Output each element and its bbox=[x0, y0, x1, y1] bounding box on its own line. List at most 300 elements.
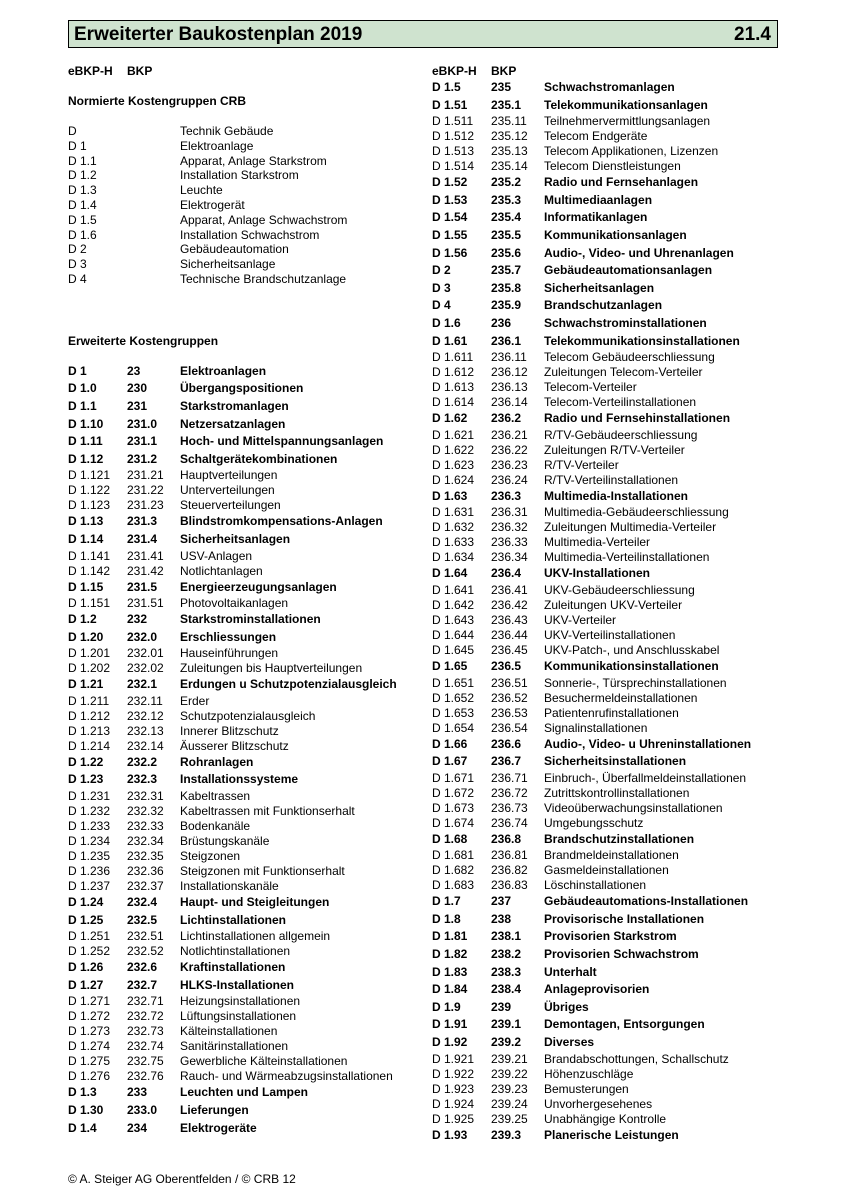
table-row bbox=[432, 174, 777, 192]
bkp-code: 231.42 bbox=[127, 563, 164, 578]
ebkp-code: D 1.21 bbox=[68, 677, 104, 692]
cost-group-label: Rohranlagen bbox=[180, 754, 254, 769]
ebkp-code: D 1.63 bbox=[432, 488, 468, 503]
bkp-code: 231.3 bbox=[127, 514, 158, 529]
table-row bbox=[68, 994, 418, 1009]
ebkp-code: D 3 bbox=[68, 257, 87, 272]
cost-group-label: Höhenzuschläge bbox=[544, 1066, 634, 1081]
table-row bbox=[432, 395, 777, 410]
table-row bbox=[68, 564, 418, 579]
bkp-code: 239.22 bbox=[491, 1066, 528, 1081]
bkp-code: 238.4 bbox=[491, 982, 522, 997]
erweiterte-list-right bbox=[432, 79, 777, 1144]
cost-group-label: Bodenkanäle bbox=[180, 819, 251, 834]
list-item bbox=[68, 183, 418, 198]
table-row bbox=[68, 929, 418, 944]
bkp-code: 232.37 bbox=[127, 879, 164, 894]
cost-group-label: Installationssysteme bbox=[180, 772, 299, 787]
ebkp-code: D 1.5 bbox=[68, 212, 97, 227]
table-row bbox=[432, 473, 777, 488]
ebkp-code: D 1.211 bbox=[68, 693, 110, 708]
bkp-code: 236.13 bbox=[491, 380, 528, 395]
ebkp-code: D 1.235 bbox=[68, 849, 111, 864]
ebkp-code: D 1.641 bbox=[432, 582, 475, 597]
cost-group-label: Umgebungsschutz bbox=[544, 815, 644, 830]
bkp-code: 236.74 bbox=[491, 815, 528, 830]
cost-group-label: Erdungen u Schutzpotenzialausgleich bbox=[180, 677, 397, 692]
ebkp-code: D 1.22 bbox=[68, 754, 104, 769]
ebkp-code: D 2 bbox=[68, 242, 87, 257]
ebkp-code: D 1.12 bbox=[68, 451, 104, 466]
cost-group-label: Gebäudeautomationsanlagen bbox=[544, 263, 713, 278]
table-row bbox=[432, 297, 777, 315]
cost-group-label: Hoch- und Mittelspannungsanlagen bbox=[180, 434, 384, 449]
bkp-code: 239.21 bbox=[491, 1051, 528, 1066]
table-row bbox=[432, 410, 777, 428]
list-item bbox=[68, 257, 418, 272]
cost-group-label: USV-Anlagen bbox=[180, 548, 253, 563]
cost-group-label: Zuleitungen Multimedia-Verteiler bbox=[544, 520, 717, 535]
ebkp-code: D 1.272 bbox=[68, 1009, 111, 1024]
bkp-code: 236.45 bbox=[491, 642, 528, 657]
cost-group-label: Starkstromanlagen bbox=[180, 398, 289, 413]
table-row bbox=[432, 192, 777, 210]
cost-group-label: Lüftungsinstallationen bbox=[180, 1009, 297, 1024]
bkp-code: 236.23 bbox=[491, 457, 528, 472]
table-row bbox=[432, 458, 777, 473]
cost-group-label: Provisorische Installationen bbox=[544, 911, 705, 926]
bkp-code: 232.73 bbox=[127, 1024, 164, 1039]
list-item bbox=[68, 139, 418, 154]
bkp-code: 232.76 bbox=[127, 1069, 164, 1084]
cost-group-label: Notlichtinstallationen bbox=[180, 944, 291, 959]
cost-group-label: Elektroanlagen bbox=[180, 363, 267, 378]
cost-group-label: Energieerzeugungsanlagen bbox=[180, 579, 337, 594]
ebkp-code: D 1.9 bbox=[432, 999, 461, 1014]
bkp-code: 232.36 bbox=[127, 864, 164, 879]
ebkp-code: D 1.56 bbox=[432, 245, 468, 260]
table-row bbox=[432, 1016, 777, 1034]
table-row bbox=[68, 549, 418, 564]
cost-group-label: UKV-Patch-, und Anschlusskabel bbox=[544, 642, 720, 657]
cost-group-label: Sicherheitsinstallationen bbox=[544, 754, 687, 769]
bkp-code: 235.1 bbox=[491, 97, 522, 112]
ebkp-code: D 1.271 bbox=[68, 994, 111, 1009]
ebkp-code: D 1.683 bbox=[432, 878, 475, 893]
cost-group-label: Photovoltaikanlagen bbox=[180, 596, 289, 611]
cost-group-label: Apparat, Anlage Schwachstrom bbox=[180, 212, 348, 227]
cost-group-label: Unterhalt bbox=[544, 964, 597, 979]
ebkp-code: D 1 bbox=[68, 138, 87, 153]
table-row bbox=[68, 579, 418, 597]
table-row bbox=[68, 789, 418, 804]
cost-group-label: Löschinstallationen bbox=[544, 878, 647, 893]
bkp-code: 235.14 bbox=[491, 159, 528, 174]
table-row bbox=[432, 488, 777, 506]
bkp-code: 232.34 bbox=[127, 834, 164, 849]
table-row bbox=[432, 786, 777, 801]
table-row bbox=[432, 928, 777, 946]
ebkp-code: D 1.201 bbox=[68, 646, 111, 661]
ebkp-code: D 1.511 bbox=[432, 114, 474, 129]
ebkp-code: D 1.275 bbox=[68, 1054, 111, 1069]
ebkp-code: D 1.642 bbox=[432, 597, 475, 612]
table-row bbox=[432, 79, 777, 97]
cost-group-label: Zuleitungen UKV-Verteiler bbox=[544, 597, 683, 612]
ebkp-code: D 1.214 bbox=[68, 738, 111, 753]
ebkp-code: D 1.237 bbox=[68, 879, 111, 894]
table-row bbox=[68, 1024, 418, 1039]
bkp-code: 236.82 bbox=[491, 863, 528, 878]
bkp-code: 232 bbox=[127, 612, 148, 627]
table-row bbox=[68, 498, 418, 513]
table-row bbox=[432, 999, 777, 1017]
ebkp-code: D 1.681 bbox=[432, 848, 475, 863]
bkp-code: 232.02 bbox=[127, 661, 164, 676]
cost-group-label: Brandabschottungen, Schallschutz bbox=[544, 1051, 729, 1066]
cost-group-label: Multimediaanlagen bbox=[544, 192, 653, 207]
cost-group-label: Teilnehmervermittlungsanlagen bbox=[544, 114, 711, 129]
cost-group-label: Installationskanäle bbox=[180, 879, 279, 894]
table-row bbox=[432, 380, 777, 395]
ebkp-code: D 1.231 bbox=[68, 789, 111, 804]
table-row bbox=[68, 834, 418, 849]
bkp-code: 236.81 bbox=[491, 848, 528, 863]
ebkp-code: D 1.55 bbox=[432, 227, 468, 242]
ebkp-code: D 1.64 bbox=[432, 566, 468, 581]
table-row bbox=[68, 771, 418, 789]
cost-group-label: Gewerbliche Kälteinstallationen bbox=[180, 1054, 348, 1069]
bkp-code: 239 bbox=[491, 999, 512, 1014]
bkp-header: BKP bbox=[127, 64, 153, 78]
table-row bbox=[432, 946, 777, 964]
bkp-code: 235.7 bbox=[491, 263, 522, 278]
table-row bbox=[68, 1039, 418, 1054]
ebkp-code: D 1.512 bbox=[432, 129, 475, 144]
bkp-code: 239.2 bbox=[491, 1035, 522, 1050]
ebkp-code: D 1.66 bbox=[432, 736, 468, 751]
ebkp-code: D 1.643 bbox=[432, 612, 475, 627]
list-item bbox=[68, 213, 418, 228]
cost-group-label: Netzersatzanlagen bbox=[180, 416, 286, 431]
cost-group-label: Elektroanlage bbox=[180, 138, 254, 153]
bkp-code: 239.1 bbox=[491, 1017, 522, 1032]
table-row bbox=[68, 483, 418, 498]
ebkp-code: D 1.624 bbox=[432, 472, 475, 487]
bkp-code: 232.01 bbox=[127, 646, 164, 661]
bkp-code: 232.0 bbox=[127, 629, 158, 644]
bkp-code: 231.5 bbox=[127, 579, 158, 594]
ebkp-code: D 1.141 bbox=[68, 548, 111, 563]
erweiterte-list-left bbox=[68, 363, 418, 1137]
ebkp-code: D 4 bbox=[432, 298, 451, 313]
table-row bbox=[432, 129, 777, 144]
ebkp-code: D 1.1 bbox=[68, 153, 97, 168]
cost-group-label: Telecom Dienstleistungen bbox=[544, 159, 681, 174]
ebkp-code: D 1.8 bbox=[432, 911, 461, 926]
bkp-code: 236.52 bbox=[491, 690, 528, 705]
bkp-code: 232.3 bbox=[127, 772, 158, 787]
table-row bbox=[68, 739, 418, 754]
table-row bbox=[68, 1054, 418, 1069]
cost-group-label: Lichtinstallationen bbox=[180, 912, 287, 927]
ebkp-code: D 1.61 bbox=[432, 333, 468, 348]
table-row bbox=[432, 613, 777, 628]
table-row bbox=[432, 771, 777, 786]
cost-group-label: Telecom Endgeräte bbox=[544, 129, 648, 144]
cost-group-label: Telekommunikationsinstallationen bbox=[544, 333, 740, 348]
cost-group-label: Unterverteilungen bbox=[180, 483, 275, 498]
ebkp-code: D 1.671 bbox=[432, 770, 475, 785]
ebkp-code: D 1.123 bbox=[68, 498, 111, 513]
table-row bbox=[68, 1120, 418, 1138]
table-row bbox=[432, 676, 777, 691]
ebkp-code: D 1.30 bbox=[68, 1103, 104, 1118]
ebkp-code: D 1.20 bbox=[68, 629, 104, 644]
ebkp-code: D 1.212 bbox=[68, 708, 111, 723]
list-item bbox=[68, 168, 418, 183]
ebkp-code: D 1.631 bbox=[432, 505, 475, 520]
table-row bbox=[432, 878, 777, 893]
ebkp-code: D 1.623 bbox=[432, 457, 475, 472]
ebkp-code: D 1.2 bbox=[68, 168, 97, 183]
cost-group-label: Elektrogerät bbox=[180, 197, 245, 212]
ebkp-code: D 1.924 bbox=[432, 1096, 475, 1111]
table-row bbox=[432, 333, 777, 351]
table-row bbox=[68, 676, 418, 694]
bkp-code: 236 bbox=[491, 315, 512, 330]
cost-group-label: Telecom Gebäudeerschliessung bbox=[544, 350, 715, 365]
cost-group-label: Besuchermeldeinstallationen bbox=[544, 690, 698, 705]
ebkp-code: D 1.251 bbox=[68, 929, 111, 944]
cost-group-label: UKV-Verteiler bbox=[544, 612, 617, 627]
bkp-code: 23 bbox=[127, 363, 141, 378]
bkp-code: 235.2 bbox=[491, 175, 522, 190]
bkp-code: 236.51 bbox=[491, 675, 528, 690]
ebkp-code: D 1.3 bbox=[68, 1085, 97, 1100]
ebkp-code: D 1.13 bbox=[68, 514, 104, 529]
table-row bbox=[68, 849, 418, 864]
cost-group-label: HLKS-Installationen bbox=[180, 977, 295, 992]
ebkp-code: D 1.613 bbox=[432, 380, 475, 395]
cost-group-label: Kraftinstallationen bbox=[180, 960, 286, 975]
ebkp-code: D 1 bbox=[68, 363, 87, 378]
footer-copyright: © A. Steiger AG Oberentfelden / © CRB 12 bbox=[68, 1172, 296, 1186]
ebkp-code: D 1.6 bbox=[432, 315, 461, 330]
bkp-code: 236.6 bbox=[491, 736, 522, 751]
table-row bbox=[432, 643, 777, 658]
bkp-code: 236.53 bbox=[491, 705, 528, 720]
normierte-list bbox=[68, 124, 418, 287]
bkp-code: 235.11 bbox=[491, 114, 527, 129]
table-row bbox=[432, 428, 777, 443]
bkp-code: 235.4 bbox=[491, 210, 522, 225]
bkp-code: 232.6 bbox=[127, 960, 158, 975]
ebkp-code: D 1.93 bbox=[432, 1127, 468, 1142]
cost-group-label: Hauseinführungen bbox=[180, 646, 279, 661]
ebkp-code: D 1.7 bbox=[432, 894, 461, 909]
table-row bbox=[432, 691, 777, 706]
ebkp-code: D 1.68 bbox=[432, 831, 468, 846]
table-row bbox=[432, 981, 777, 999]
table-row bbox=[68, 1102, 418, 1120]
normierte-heading: Normierte Kostengruppen CRB bbox=[68, 94, 247, 108]
ebkp-code: D 1.23 bbox=[68, 772, 104, 787]
cost-group-label: Videoüberwachungsinstallationen bbox=[544, 800, 723, 815]
cost-group-label: Multimedia-Verteiler bbox=[544, 535, 651, 550]
ebkp-code: D 1.514 bbox=[432, 159, 475, 174]
table-row bbox=[432, 911, 777, 929]
ebkp-code: D 1.632 bbox=[432, 520, 475, 535]
table-row bbox=[432, 893, 777, 911]
ebkp-code: D 1.54 bbox=[432, 210, 468, 225]
list-item bbox=[68, 124, 418, 139]
bkp-code: 236.73 bbox=[491, 800, 528, 815]
cost-group-label: Zuleitungen R/TV-Verteiler bbox=[544, 442, 685, 457]
cost-group-label: Elektrogeräte bbox=[180, 1120, 257, 1135]
bkp-code: 239.23 bbox=[491, 1081, 528, 1096]
ebkp-code: D 1.611 bbox=[432, 350, 474, 365]
cost-group-label: Zutrittskontrollinstallationen bbox=[544, 785, 690, 800]
cost-group-label: Leuchten und Lampen bbox=[180, 1085, 309, 1100]
table-row bbox=[432, 831, 777, 849]
ebkp-code: D 1.682 bbox=[432, 863, 475, 878]
table-row bbox=[68, 819, 418, 834]
cost-group-label: Erder bbox=[180, 693, 210, 708]
ebkp-code: D 1.2 bbox=[68, 612, 97, 627]
cost-group-label: Brüstungskanäle bbox=[180, 834, 270, 849]
table-row bbox=[432, 706, 777, 721]
ebkp-code: D bbox=[68, 124, 77, 138]
cost-group-label: Kommunikationsinstallationen bbox=[544, 658, 719, 673]
table-row bbox=[432, 1067, 777, 1082]
column-header bbox=[68, 64, 418, 79]
cost-group-label: UKV-Gebäudeerschliessung bbox=[544, 582, 695, 597]
ebkp-code: D 2 bbox=[432, 263, 451, 278]
table-row bbox=[432, 863, 777, 878]
bkp-code: 236.32 bbox=[491, 520, 528, 535]
ebkp-code: D 1.3 bbox=[68, 183, 97, 198]
table-row bbox=[432, 848, 777, 863]
erweiterte-heading: Erweiterte Kostengruppen bbox=[68, 333, 219, 348]
ebkp-code: D 1.62 bbox=[432, 411, 468, 426]
cost-group-label: Provisorien Schwachstrom bbox=[544, 947, 699, 962]
bkp-code: 236.72 bbox=[491, 785, 528, 800]
bkp-code: 233 bbox=[127, 1085, 148, 1100]
table-row bbox=[68, 629, 418, 647]
ebkp-code: D 1.83 bbox=[432, 964, 468, 979]
table-row bbox=[68, 611, 418, 629]
bkp-code: 232.32 bbox=[127, 804, 164, 819]
cost-group-label: Installation Schwachstrom bbox=[180, 227, 320, 242]
ebkp-code: D 1.233 bbox=[68, 819, 111, 834]
bkp-code: 232.13 bbox=[127, 723, 164, 738]
cost-group-label: Starkstrominstallationen bbox=[180, 612, 321, 627]
bkp-code: 232.33 bbox=[127, 819, 164, 834]
table-row bbox=[68, 864, 418, 879]
table-row bbox=[432, 598, 777, 613]
cost-group-label: Gasmeldeinstallationen bbox=[544, 863, 669, 878]
ebkp-code: D 1.27 bbox=[68, 977, 104, 992]
table-row bbox=[432, 227, 777, 245]
ebkp-code: D 1.11 bbox=[68, 434, 103, 449]
ebkp-code: D 1.5 bbox=[432, 80, 461, 94]
cost-group-label: Steigzonen mit Funktionserhalt bbox=[180, 864, 345, 879]
bkp-code: 236.4 bbox=[491, 566, 522, 581]
bkp-code: 234 bbox=[127, 1120, 148, 1135]
table-row bbox=[432, 159, 777, 174]
bkp-code: 231.4 bbox=[127, 531, 158, 546]
ebkp-code: D 1.622 bbox=[432, 442, 475, 457]
table-row bbox=[432, 801, 777, 816]
table-row bbox=[432, 245, 777, 263]
bkp-code: 233.0 bbox=[127, 1103, 158, 1118]
cost-group-label: Provisorien Starkstrom bbox=[544, 929, 677, 944]
ebkp-code: D 1.273 bbox=[68, 1024, 111, 1039]
bkp-code: 236.24 bbox=[491, 472, 528, 487]
cost-group-label: Radio und Fernsehinstallationen bbox=[544, 411, 731, 426]
table-row bbox=[432, 1097, 777, 1112]
ebkp-code: D 1.612 bbox=[432, 365, 475, 380]
cost-group-label: Technische Brandschutzanlage bbox=[180, 271, 347, 286]
ebkp-code: D 1.651 bbox=[432, 675, 475, 690]
list-item bbox=[68, 198, 418, 213]
bkp-code: 231.51 bbox=[127, 596, 164, 611]
table-row bbox=[68, 709, 418, 724]
table-row bbox=[432, 280, 777, 298]
bkp-code: 236.8 bbox=[491, 831, 522, 846]
table-row bbox=[432, 721, 777, 736]
ebkp-code: D 1.202 bbox=[68, 661, 111, 676]
ebkp-code: D 1.142 bbox=[68, 563, 111, 578]
cost-group-label: Leuchte bbox=[180, 183, 223, 198]
ebkp-code: D 1.276 bbox=[68, 1069, 111, 1084]
cost-group-label: Radio und Fernsehanlagen bbox=[544, 175, 699, 190]
ebkp-code: D 1.634 bbox=[432, 550, 475, 565]
table-row bbox=[68, 661, 418, 676]
bkp-code: 236.33 bbox=[491, 535, 528, 550]
list-item bbox=[68, 272, 418, 287]
bkp-code: 236.3 bbox=[491, 488, 522, 503]
cost-group-label: Bemusterungen bbox=[544, 1081, 629, 1096]
table-row bbox=[68, 513, 418, 531]
page-number: 21.4 bbox=[734, 24, 771, 45]
table-row bbox=[68, 977, 418, 995]
cost-group-label: Rauch- und Wärmeabzugsinstallationen bbox=[180, 1069, 393, 1084]
bkp-code: 239.25 bbox=[491, 1111, 528, 1126]
bkp-code: 232.14 bbox=[127, 738, 164, 753]
bkp-code: 239.24 bbox=[491, 1096, 528, 1111]
bkp-code: 232.31 bbox=[127, 789, 164, 804]
cost-group-label: Multimedia-Installationen bbox=[544, 488, 689, 503]
cost-group-label: R/TV-Verteilinstallationen bbox=[544, 472, 679, 487]
table-row bbox=[68, 451, 418, 469]
cost-group-label: UKV-Verteilinstallationen bbox=[544, 627, 676, 642]
cost-group-label: Brandschutzanlagen bbox=[544, 298, 663, 313]
table-row bbox=[68, 724, 418, 739]
bkp-code: 236.1 bbox=[491, 333, 522, 348]
cost-group-label: Erschliessungen bbox=[180, 629, 277, 644]
ebkp-code: D 1.922 bbox=[432, 1066, 475, 1081]
cost-group-label: Multimedia-Gebäudeerschliessung bbox=[544, 505, 729, 520]
ebkp-code: D 1.621 bbox=[432, 427, 475, 442]
table-row bbox=[432, 520, 777, 535]
cost-group-label: Audio-, Video- und Uhrenanlagen bbox=[544, 245, 734, 260]
table-row bbox=[68, 416, 418, 434]
bkp-code: 236.54 bbox=[491, 720, 528, 735]
cost-group-label: R/TV-Gebäudeerschliessung bbox=[544, 427, 698, 442]
bkp-code: 232.71 bbox=[127, 994, 164, 1009]
